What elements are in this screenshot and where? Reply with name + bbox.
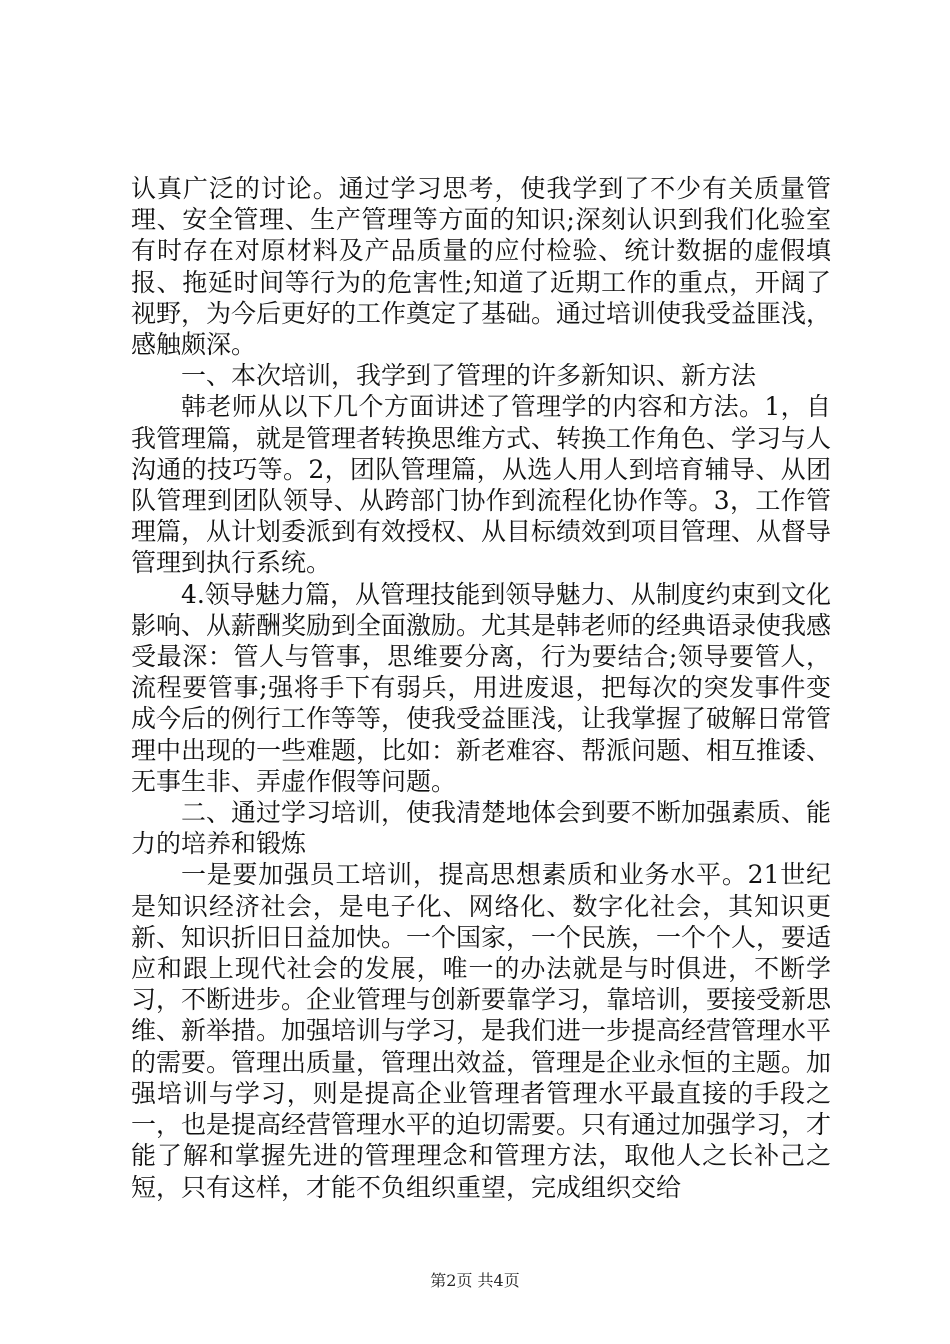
paragraph-3: 4.领导魅力篇，从管理技能到领导魅力、从制度约束到文化影响、从薪酬奖励到全面激励。尤其是韩老师的经典语录使我感受最深：管人与管事，思维要分离，行为要结合;领导要管人，流程要管事;强将手下有弱兵，用进废退，把每次的突发事件变成今后的例行工作等等，使我受益匪浅，让我掌握了破解日常管理中出现的一些难题，比如：新老难容、帮派问题、相互推诿、无事生非、弄虚作假等问题。 [131, 579, 832, 796]
section-heading-1: 一、本次培训，我学到了管理的许多新知识、新方法 [181, 361, 757, 391]
document-body [131, 173, 831, 1203]
section-heading-2: 二、通过学习培训，使我清楚地体会到要不断加强素质、能力的培养和锻炼 [131, 798, 832, 859]
paragraph-2: 韩老师从以下几个方面讲述了管理学的内容和方法。1，自我管理篇，就是管理者转换思维方式、转换工作角色、学习与人沟通的技巧等。2，团队管理篇，从选人用人到培育辅导、从团队管理到团队领导、从跨部门协作到流程化协作等。3，工作管理篇，从计划委派到有效授权、从目标绩效到项目管理、从督导管理到执行系统。 [131, 392, 832, 578]
paragraph-4: 一是要加强员工培训，提高思想素质和业务水平。21世纪是知识经济社会，是电子化、网络化、数字化社会，其知识更新、知识折旧日益加快。一个国家，一个民族，一个个人，要适应和跟上现代社会的发展，唯一的办法就是与时俱进，不断学习，不断进步。企业管理与创新要靠学习，靠培训，要接受新思维、新举措。加强培训与学习，是我们进一步提高经营管理水平的需要。管理出质量，管理出效益，管理是企业永恒的主题。加强培训与学习，则是提高企业管理者管理水平最直接的手段之一，也是提高经营管理水平的迫切需要。只有通过加强学习，才能了解和掌握先进的管理理念和管理方法，取他人之长补己之短，只有这样，才能不负组织重望，完成组织交给 [131, 860, 832, 1202]
paragraph-1: 认真广泛的讨论。通过学习思考，使我学到了不少有关质量管理、安全管理、生产管理等方面的知识;深刻认识到我们化验室有时存在对原材料及产品质量的应付检验、统计数据的虚假填报、拖延时间等行为的危害性;知道了近期工作的重点，开阔了视野，为今后更好的工作奠定了基础。通过培训使我受益匪浅，感触颇深。 [131, 174, 832, 360]
page-footer: 第2页 共4页 [430, 1271, 520, 1290]
